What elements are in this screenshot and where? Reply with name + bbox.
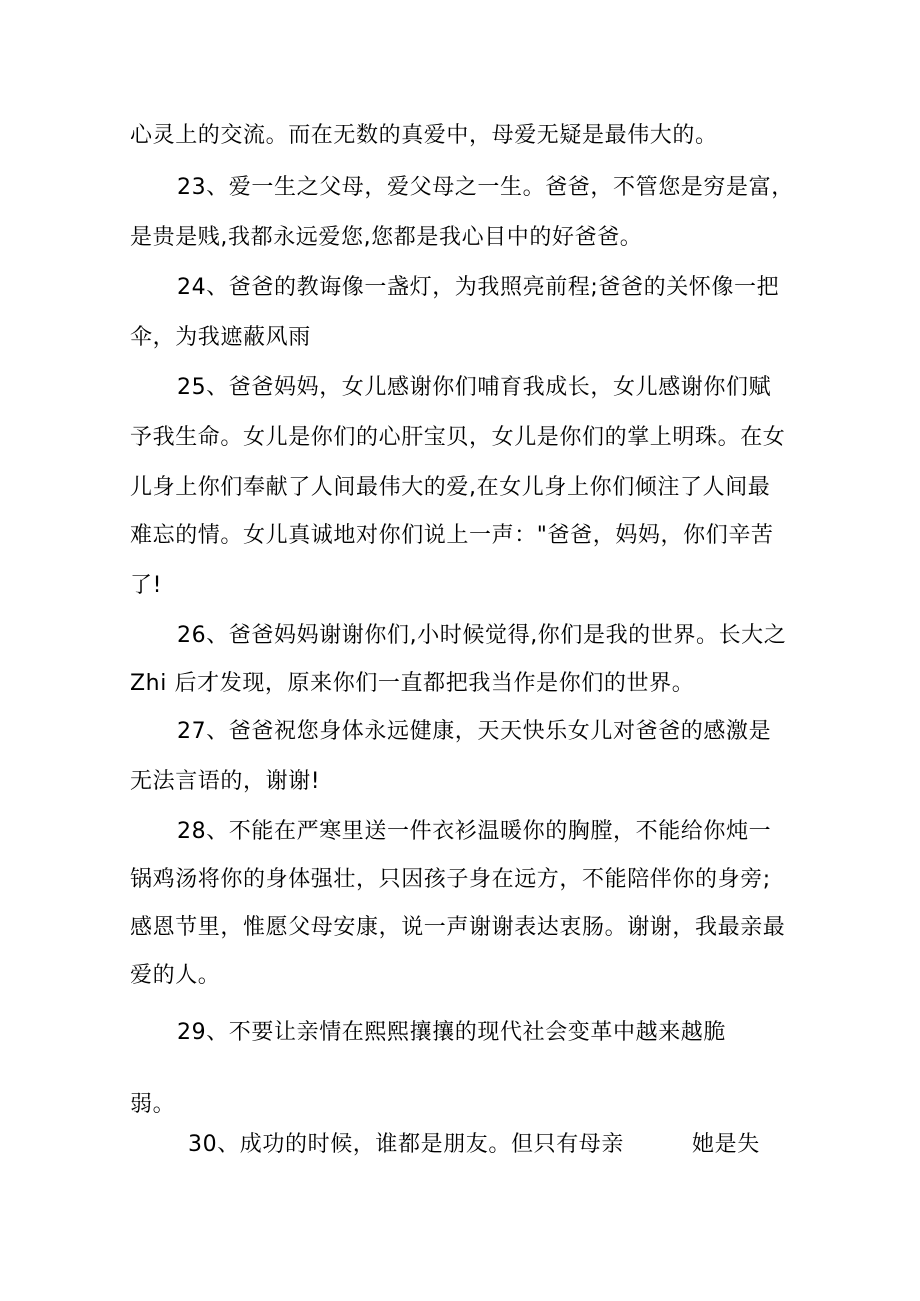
text-line: 心灵上的交流。而在无数的真爱中，母爱无疑是最伟大的。	[130, 123, 718, 148]
text-line: 予我生命。女儿是你们的心肝宝贝，女儿是你们的掌上明珠。在女	[130, 425, 786, 450]
item-24-text: 24、爸爸的教诲像一盏灯，为我照亮前程;爸爸的关怀像一把	[177, 275, 780, 300]
item-29-text: 29、不要让亲情在熙熙攘攘的现代社会变革中越来越脆	[177, 1020, 726, 1045]
item-30-part1: 30、成功的时候，谁都是朋友。但只有母亲	[188, 1132, 624, 1157]
text-line: Zhi 后才发现，原来你们一直都把我当作是你们的世界。	[130, 671, 695, 696]
text-line: 无法言语的，谢谢!	[130, 769, 321, 794]
text-line: 儿身上你们奉献了人间最伟大的爱,在女儿身上你们倾注了人间最	[130, 475, 771, 500]
item-27-text: 27、爸爸祝您身体永远健康，天天快乐女儿对爸爸的感激是	[177, 719, 772, 744]
text-line: 爱的人。	[130, 963, 221, 988]
item-23-text: 23、爱一生之父母，爱父母之一生。爸爸，不管您是穷是富，	[177, 175, 794, 200]
text-line: 感恩节里，惟愿父母安康，说一声谢谢表达衷肠。谢谢，我最亲最	[130, 915, 786, 940]
text-line: 是贵是贱,我都永远爱您,您都是我心目中的好爸爸。	[130, 225, 643, 250]
text-line: 弱。	[130, 1092, 176, 1117]
text-line: 了!	[130, 573, 163, 598]
text-line: 伞，为我遮蔽风雨	[130, 325, 311, 350]
item-26-text: 26、爸爸妈妈谢谢你们,小时候觉得,你们是我的世界。长大之	[177, 623, 787, 648]
item-28-text: 28、不能在严寒里送一件衣衫温暖你的胸膛，不能给你炖一	[177, 819, 772, 844]
text-line: 锅鸡汤将你的身体强壮，只因孩子身在远方，不能陪伴你的身旁;	[130, 867, 771, 892]
item-25-text: 25、爸爸妈妈，女儿感谢你们哺育我成长，女儿感谢你们赋	[177, 375, 772, 400]
item-30-text	[188, 1130, 760, 1160]
text-line: 难忘的情。女儿真诚地对你们说上一声："爸爸，妈妈，你们辛苦	[130, 523, 774, 548]
item-30-part2: 她是失	[692, 1132, 760, 1157]
